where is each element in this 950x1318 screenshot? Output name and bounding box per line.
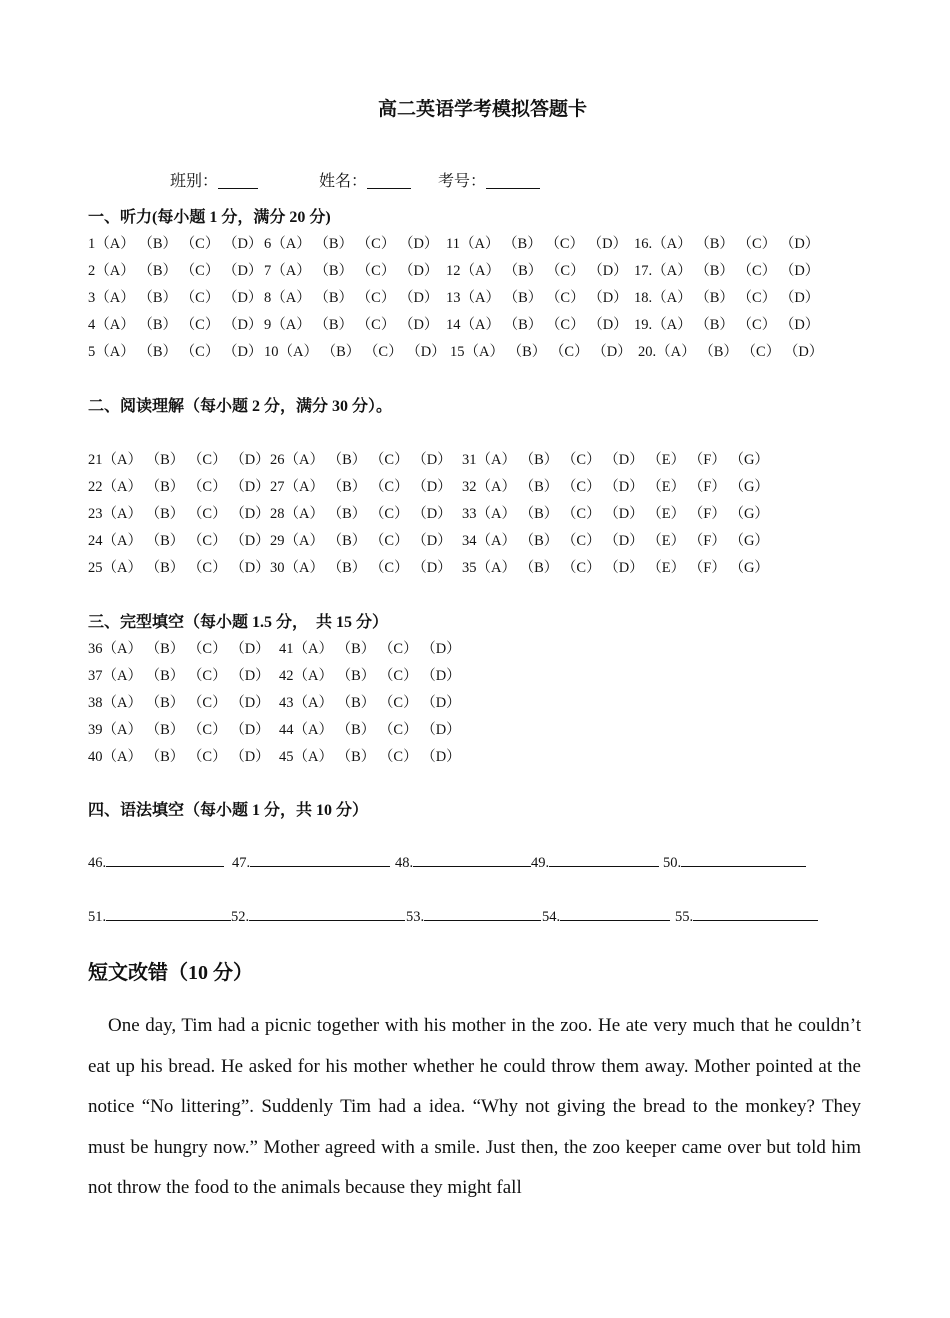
answer-cell[interactable]: 3（A） （B） （C） （D） xyxy=(88,290,263,306)
page-title: 高二英语学考模拟答题卡 xyxy=(377,99,587,120)
answer-cell[interactable]: 18.（A） （B） （C） （D） xyxy=(634,290,820,306)
answer-cell[interactable]: 28（A） （B） （C） （D） xyxy=(270,506,452,522)
answer-cell[interactable]: 24（A） （B） （C） （D） xyxy=(88,533,270,549)
answer-row xyxy=(88,502,769,522)
answer-row xyxy=(88,637,461,657)
fill-number: 47. xyxy=(232,855,251,871)
section-cloze-heading: 三、完型填空（每小题 1.5 分， 共 15 分） xyxy=(88,614,389,631)
answer-cell[interactable]: 42（A） （B） （C） （D） xyxy=(279,668,461,684)
fill-blank[interactable] xyxy=(542,906,670,926)
answer-cell[interactable]: 36（A） （B） （C） （D） xyxy=(88,641,270,657)
answer-cell[interactable]: 11（A） （B） （C） （D） xyxy=(446,236,628,252)
class-blank[interactable] xyxy=(218,172,258,189)
answer-cell[interactable]: 6（A） （B） （C） （D） xyxy=(264,236,439,252)
answer-cell[interactable]: 20.（A） （B） （C） （D） xyxy=(638,344,824,360)
answer-cell[interactable]: 39（A） （B） （C） （D） xyxy=(88,722,270,738)
answer-cell[interactable]: 44（A） （B） （C） （D） xyxy=(279,722,461,738)
answer-cell[interactable]: 30（A） （B） （C） （D） xyxy=(270,560,452,576)
fill-number: 51. xyxy=(88,909,107,925)
fill-number: 52. xyxy=(231,909,250,925)
fill-row xyxy=(88,852,682,872)
fill-number: 53. xyxy=(406,909,425,925)
fill-blank[interactable] xyxy=(675,906,818,926)
answer-cell[interactable]: 26（A） （B） （C） （D） xyxy=(270,452,452,468)
section-listening-heading: 一、听力(每小题 1 分，满分 20 分) xyxy=(88,209,331,226)
answer-cell[interactable]: 32（A） （B） （C） （D） （E） （F） （G） xyxy=(462,479,769,495)
exam-no-field[interactable] xyxy=(430,150,540,191)
answer-cell[interactable]: 34（A） （B） （C） （D） （E） （F） （G） xyxy=(462,533,769,549)
answer-cell[interactable]: 21（A） （B） （C） （D） xyxy=(88,452,270,468)
answer-cell[interactable]: 13（A） （B） （C） （D） xyxy=(446,290,628,306)
fill-number: 54. xyxy=(542,909,561,925)
section-reading-heading: 二、阅读理解（每小题 2 分，满分 30 分）。 xyxy=(88,398,393,415)
fill-blank[interactable] xyxy=(406,906,541,926)
fill-blank[interactable] xyxy=(531,852,659,872)
fill-blank[interactable] xyxy=(231,906,405,926)
answer-cell[interactable]: 23（A） （B） （C） （D） xyxy=(88,506,270,522)
answer-row xyxy=(88,475,769,495)
answer-cell[interactable]: 22（A） （B） （C） （D） xyxy=(88,479,270,495)
answer-cell[interactable]: 41（A） （B） （C） （D） xyxy=(279,641,461,657)
answer-cell[interactable]: 15（A） （B） （C） （D） xyxy=(450,344,632,360)
class-field[interactable] xyxy=(162,150,258,191)
answer-cell[interactable]: 27（A） （B） （C） （D） xyxy=(270,479,452,495)
answer-cell[interactable]: 19.（A） （B） （C） （D） xyxy=(634,317,820,333)
fill-blank[interactable] xyxy=(395,852,531,872)
name-blank[interactable] xyxy=(367,172,411,189)
fill-blank[interactable] xyxy=(88,852,224,872)
answer-cell[interactable]: 12（A） （B） （C） （D） xyxy=(446,263,628,279)
correction-paragraph: One day, Tim had a picnic together with his mother in the zoo. He ate very much that he couldn’t eat up his bread. He asked for his mother whether he could throw them away. Mother pointed at the notice “No littering”. Suddenly Tim had a idea. “Why not giving the bread to the monkey? They must be hungry now.” Mother agreed with a smile. Just then, the zoo keeper came over but told him not throw the food to the animals because they might fall xyxy=(88,1015,861,1199)
answer-cell[interactable]: 33（A） （B） （C） （D） （E） （F） （G） xyxy=(462,506,769,522)
section-grammar-heading: 四、语法填空（每小题 1 分，共 10 分） xyxy=(88,802,369,819)
answer-row xyxy=(88,718,461,738)
answer-row xyxy=(88,664,461,684)
fill-number: 49. xyxy=(531,855,550,871)
name-field[interactable] xyxy=(311,150,411,191)
answer-row xyxy=(88,340,824,360)
fill-blank[interactable] xyxy=(663,852,806,872)
answer-cell[interactable]: 45（A） （B） （C） （D） xyxy=(279,749,461,765)
answer-row xyxy=(88,313,820,333)
answer-cell[interactable]: 9（A） （B） （C） （D） xyxy=(264,317,439,333)
answer-cell[interactable]: 2（A） （B） （C） （D） xyxy=(88,263,263,279)
fill-row xyxy=(88,906,694,926)
fill-number: 46. xyxy=(88,855,107,871)
answer-row xyxy=(88,556,769,576)
answer-row xyxy=(88,745,461,765)
fill-blank[interactable] xyxy=(232,852,390,872)
name-label: 姓名： xyxy=(319,173,368,190)
answer-cell[interactable]: 4（A） （B） （C） （D） xyxy=(88,317,263,333)
answer-row xyxy=(88,448,769,468)
answer-cell[interactable]: 10（A） （B） （C） （D） xyxy=(264,344,446,360)
fill-number: 48. xyxy=(395,855,414,871)
answer-row xyxy=(88,286,820,306)
answer-row xyxy=(88,259,820,279)
answer-cell[interactable]: 17.（A） （B） （C） （D） xyxy=(634,263,820,279)
answer-cell[interactable]: 25（A） （B） （C） （D） xyxy=(88,560,270,576)
fill-number: 55. xyxy=(675,909,694,925)
answer-cell[interactable]: 7（A） （B） （C） （D） xyxy=(264,263,439,279)
answer-cell[interactable]: 38（A） （B） （C） （D） xyxy=(88,695,270,711)
answer-cell[interactable]: 1（A） （B） （C） （D） xyxy=(88,236,263,252)
answer-cell[interactable]: 16.（A） （B） （C） （D） xyxy=(634,236,820,252)
answer-cell[interactable]: 43（A） （B） （C） （D） xyxy=(279,695,461,711)
answer-row xyxy=(88,232,820,252)
exam-no-label: 考号： xyxy=(438,173,487,190)
section-correction-heading: 短文改错（10 分） xyxy=(88,962,253,984)
answer-cell[interactable]: 37（A） （B） （C） （D） xyxy=(88,668,270,684)
answer-row xyxy=(88,529,769,549)
answer-cell[interactable]: 31（A） （B） （C） （D） （E） （F） （G） xyxy=(462,452,769,468)
answer-cell[interactable]: 40（A） （B） （C） （D） xyxy=(88,749,270,765)
fill-number: 50. xyxy=(663,855,682,871)
exam-no-blank[interactable] xyxy=(486,172,540,189)
answer-cell[interactable]: 5（A） （B） （C） （D） xyxy=(88,344,263,360)
fill-blank[interactable] xyxy=(88,906,231,926)
answer-cell[interactable]: 8（A） （B） （C） （D） xyxy=(264,290,439,306)
answer-cell[interactable]: 14（A） （B） （C） （D） xyxy=(446,317,628,333)
answer-cell[interactable]: 29（A） （B） （C） （D） xyxy=(270,533,452,549)
class-label: 班别： xyxy=(170,173,219,190)
answer-row xyxy=(88,691,461,711)
answer-cell[interactable]: 35（A） （B） （C） （D） （E） （F） （G） xyxy=(462,560,769,576)
